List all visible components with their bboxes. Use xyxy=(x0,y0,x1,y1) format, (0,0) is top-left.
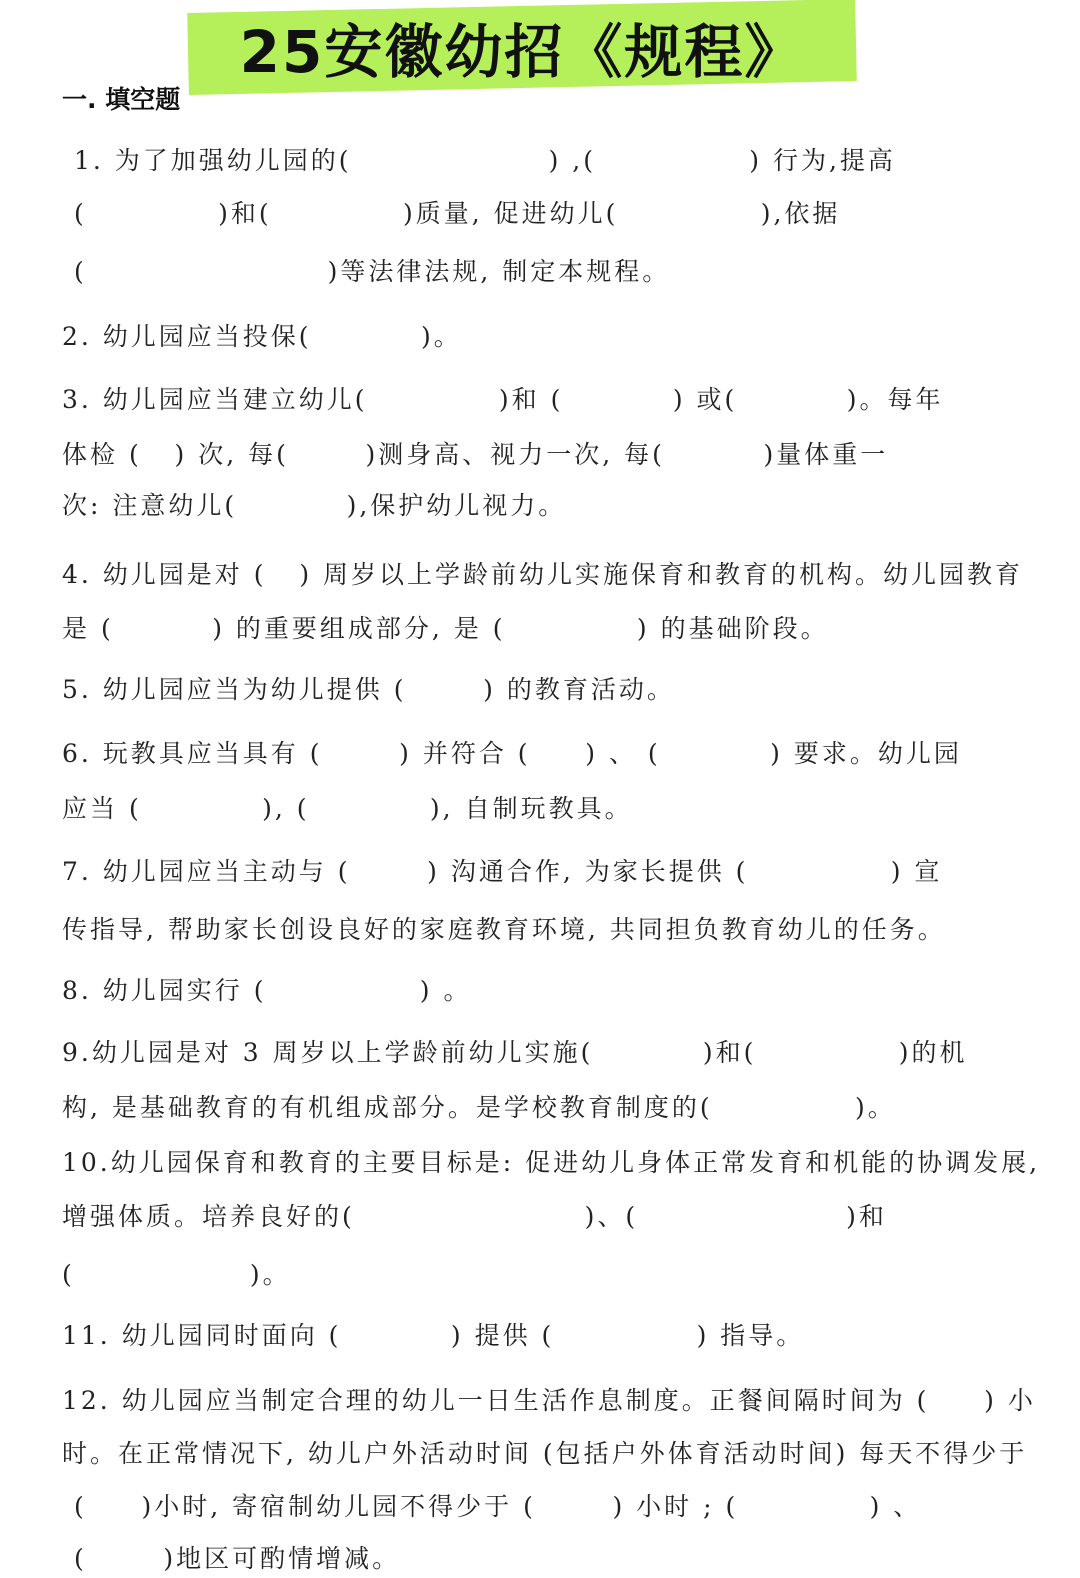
question-line: 7. 幼儿园应当主动与 ( ) 沟通合作, 为家长提供 ( ) 宣 xyxy=(62,857,943,886)
question-line: 应当 ( ), ( ), 自制玩教具。 xyxy=(62,794,633,823)
question-line: 5. 幼儿园应当为幼儿提供 ( ) 的教育活动。 xyxy=(62,675,675,704)
question-line: 时。在正常情况下, 幼儿户外活动时间 (包括户外体育活动时间) 每天不得少于 xyxy=(62,1439,1028,1468)
question-line: ( )地区可酌情增减。 xyxy=(74,1544,401,1573)
question-line: 2. 幼儿园应当投保( )。 xyxy=(62,322,462,351)
page-title: 25安徽幼招《规程》 xyxy=(239,18,805,86)
question-line: 次: 注意幼儿( ),保护幼儿视力。 xyxy=(62,491,567,520)
question-line: 增强体质。培养良好的( )、( )和 xyxy=(62,1202,887,1231)
question-line: 3. 幼儿园应当建立幼儿( )和 ( ) 或( )。每年 xyxy=(62,385,944,414)
question-line: 4. 幼儿园是对 ( ) 周岁以上学龄前幼儿实施保育和教育的机构。幼儿园教育 xyxy=(62,560,1024,589)
question-line: 是 ( ) 的重要组成部分, 是 ( ) 的基础阶段。 xyxy=(62,614,829,643)
question-line: ( )等法律法规, 制定本规程。 xyxy=(74,257,671,286)
question-line: ( )和( )质量, 促进幼儿( ),依据 xyxy=(74,199,841,228)
question-line: 1. 为了加强幼儿园的( ) ,( ) 行为,提高 xyxy=(74,146,896,175)
question-line: 10.幼儿园保育和教育的主要目标是: 促进幼儿身体正常发育和机能的协调发展, xyxy=(62,1148,1041,1177)
question-line: 8. 幼儿园实行 ( ) 。 xyxy=(62,976,472,1005)
question-line: 体检 ( ) 次, 每( )测身高、视力一次, 每( )量体重一 xyxy=(62,440,889,469)
question-line: ( )。 xyxy=(62,1260,291,1289)
question-line: 构, 是基础教育的有机组成部分。是学校教育制度的( )。 xyxy=(62,1093,896,1122)
question-line: 9.幼儿园是对 3 周岁以上学龄前幼儿实施( )和( )的机 xyxy=(62,1038,968,1067)
question-line: 11. 幼儿园同时面向 ( ) 提供 ( ) 指导。 xyxy=(62,1321,805,1350)
question-line: ( )小时, 寄宿制幼儿园不得少于 ( ) 小时 ; ( ) 、 xyxy=(74,1492,922,1521)
section-heading: 一. 填空题 xyxy=(62,85,181,114)
question-line: 6. 玩教具应当具有 ( ) 并符合 ( ) 、 ( ) 要求。幼儿园 xyxy=(62,739,962,768)
question-line: 12. 幼儿园应当制定合理的幼儿一日生活作息制度。正餐间隔时间为 ( ) 小 xyxy=(62,1386,1036,1415)
question-line: 传指导, 帮助家长创设良好的家庭教育环境, 共同担负教育幼儿的任务。 xyxy=(62,915,946,944)
